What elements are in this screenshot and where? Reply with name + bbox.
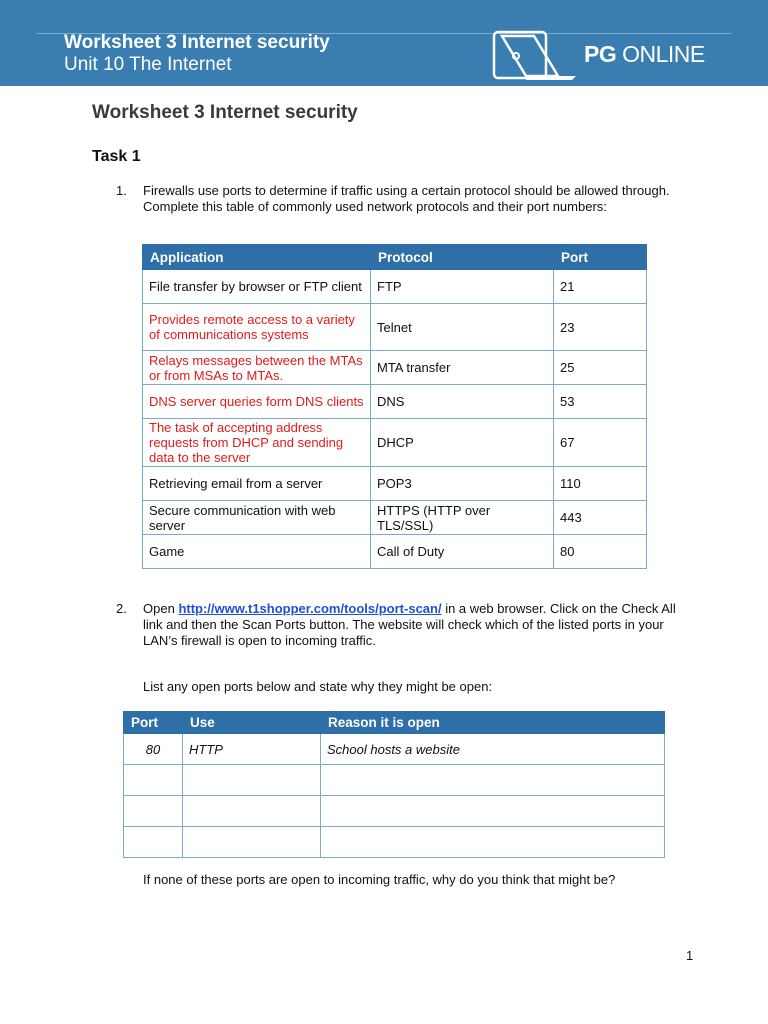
table-row [143, 385, 647, 419]
table-row [124, 734, 665, 765]
reason-cell[interactable] [321, 765, 665, 796]
protocol-table [142, 244, 647, 569]
table-row [124, 796, 665, 827]
application-cell: Relays messages between the MTAs or from MSAs to MTAs. [143, 351, 371, 385]
port-cell: 21 [554, 270, 647, 304]
use-cell[interactable] [183, 765, 321, 796]
port-cell: 67 [554, 419, 647, 467]
header-title: Worksheet 3 Internet security [64, 32, 330, 53]
question-2-instructions: in a web browser. Click on the Check All link and then the Scan Ports button. The website will check which of the listed ports in your LAN’s firewall is open to incoming traffic. [143, 601, 676, 648]
logo-wordmark: PG ONLINE [584, 41, 705, 67]
page-number: 1 [686, 948, 694, 963]
question-1-number: 1. [116, 183, 127, 198]
port-cell: 443 [554, 501, 647, 535]
table-row [124, 765, 665, 796]
followup-question: If none of these ports are open to incoming traffic, why do you think that might be? [143, 872, 616, 887]
column-header-reason: Reason it is open [321, 712, 665, 734]
port-cell: 80 [554, 535, 647, 569]
port-cell: 23 [554, 304, 647, 351]
port-cell: 53 [554, 385, 647, 419]
open-ports-table [123, 711, 665, 858]
column-header-use: Use [183, 712, 321, 734]
table-row [143, 270, 647, 304]
question-1-text: Firewalls use ports to determine if traffic using a certain protocol should be allowed through. Complete this table of commonly used network protocols and their port numbers: [143, 183, 670, 214]
laptop-icon [492, 30, 580, 82]
reason-cell[interactable] [321, 827, 665, 858]
column-header-protocol: Protocol [371, 245, 554, 270]
port-cell: 110 [554, 467, 647, 501]
column-header-port: Port [554, 245, 647, 270]
table-row [143, 467, 647, 501]
document-title: Worksheet 3 Internet security [92, 102, 358, 123]
protocol-cell: Telnet [371, 304, 554, 351]
protocol-cell: HTTPS (HTTP over TLS/SSL) [371, 501, 554, 535]
use-cell[interactable] [183, 796, 321, 827]
protocol-cell: FTP [371, 270, 554, 304]
table-row [143, 419, 647, 467]
port-cell[interactable]: 80 [124, 734, 183, 765]
table-row [143, 535, 647, 569]
header-subtitle: Unit 10 The Internet [64, 54, 232, 75]
port-scan-link[interactable]: http://www.t1shopper.com/tools/port-scan/ [178, 601, 442, 616]
list-instruction: List any open ports below and state why they might be open: [143, 679, 493, 694]
port-cell[interactable] [124, 827, 183, 858]
table-row [143, 304, 647, 351]
use-cell[interactable]: HTTP [183, 734, 321, 765]
protocol-cell: DNS [371, 385, 554, 419]
protocol-cell: Call of Duty [371, 535, 554, 569]
table-row [143, 501, 647, 535]
application-cell: File transfer by browser or FTP client [143, 270, 371, 304]
protocol-cell: POP3 [371, 467, 554, 501]
protocol-cell: MTA transfer [371, 351, 554, 385]
application-cell: Secure communication with web server [143, 501, 371, 535]
task-heading: Task 1 [92, 148, 141, 165]
open-word: Open [143, 601, 175, 616]
port-cell: 25 [554, 351, 647, 385]
pg-online-logo [492, 30, 712, 80]
open-ports-table-header [124, 712, 665, 734]
reason-cell[interactable]: School hosts a website [321, 734, 665, 765]
port-cell[interactable] [124, 765, 183, 796]
application-cell: DNS server queries form DNS clients [143, 385, 371, 419]
page-header [0, 0, 768, 86]
column-header-application: Application [143, 245, 371, 270]
question-2-text [143, 601, 695, 649]
table-row [124, 827, 665, 858]
application-cell: Game [143, 535, 371, 569]
protocol-table-header [143, 245, 647, 270]
application-cell: The task of accepting address requests from DHCP and sending data to the server [143, 419, 371, 467]
application-cell: Provides remote access to a variety of communications systems [143, 304, 371, 351]
table-row [143, 351, 647, 385]
protocol-cell: DHCP [371, 419, 554, 467]
reason-cell[interactable] [321, 796, 665, 827]
column-header-port: Port [124, 712, 183, 734]
use-cell[interactable] [183, 827, 321, 858]
application-cell: Retrieving email from a server [143, 467, 371, 501]
port-cell[interactable] [124, 796, 183, 827]
question-2-number: 2. [116, 601, 127, 616]
